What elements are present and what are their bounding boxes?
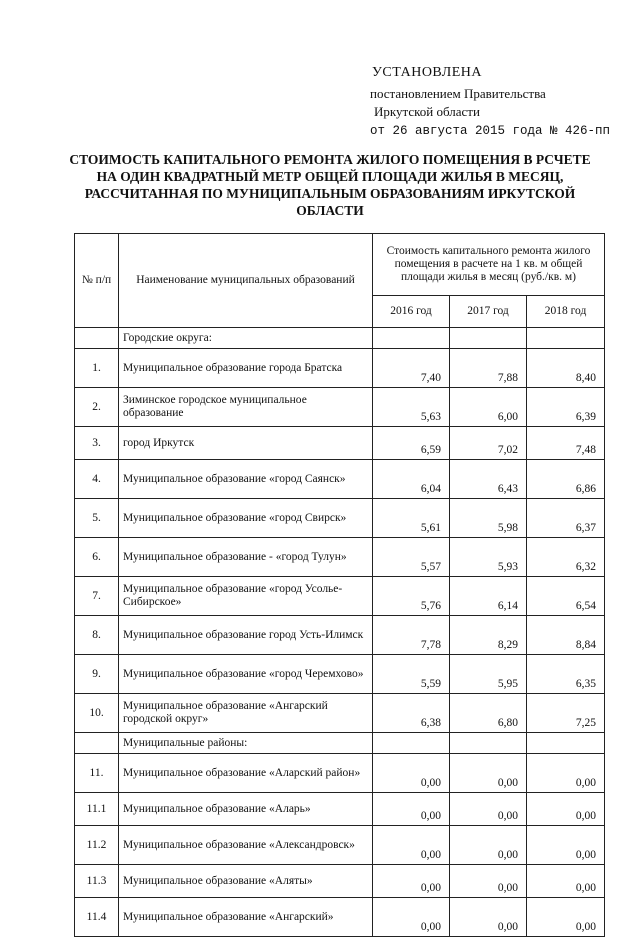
table-row: [75, 427, 605, 460]
value-2016: 5,57: [373, 538, 450, 577]
row-name: Муниципальное образование «город Черемхово»: [119, 655, 373, 694]
row-name: Муниципальное образование «город Усолье-Сибирское»: [119, 577, 373, 616]
row-name: Муниципальное образование - «город Тулун»: [119, 538, 373, 577]
value-2016: 5,63: [373, 388, 450, 427]
value-2017: 6,43: [450, 460, 527, 499]
row-name: Муниципальное образование города Братска: [119, 349, 373, 388]
value-2017: 7,02: [450, 427, 527, 460]
table-row: [75, 754, 605, 793]
row-number: 11.1: [75, 793, 119, 826]
value-2018: 8,40: [527, 349, 605, 388]
row-number: 1.: [75, 349, 119, 388]
row-number: 8.: [75, 616, 119, 655]
table-row: [75, 655, 605, 694]
value-2018: 6,54: [527, 577, 605, 616]
value-2017: 0,00: [450, 793, 527, 826]
value-2017: 7,88: [450, 349, 527, 388]
value-2017: 0,00: [450, 865, 527, 898]
row-name: Муниципальное образование «Александровск»: [119, 826, 373, 865]
value-2018: 6,32: [527, 538, 605, 577]
row-number: 4.: [75, 460, 119, 499]
value-2017: 6,00: [450, 388, 527, 427]
value-2016: 0,00: [373, 826, 450, 865]
table-row: [75, 793, 605, 826]
value-2018: 0,00: [527, 865, 605, 898]
row-name: Муниципальное образование город Усть-Илимск: [119, 616, 373, 655]
row-number: 11.3: [75, 865, 119, 898]
row-number: 10.: [75, 694, 119, 733]
value-2017: 6,80: [450, 694, 527, 733]
value-2017: 0,00: [450, 754, 527, 793]
approval-date: от 26 августа 2015 года № 426-пп: [370, 124, 611, 138]
row-number: 3.: [75, 427, 119, 460]
row-number: 11.2: [75, 826, 119, 865]
section-label: Муниципальные районы:: [119, 733, 373, 754]
value-2016: 6,38: [373, 694, 450, 733]
value-2017: 5,98: [450, 499, 527, 538]
cost-table: [74, 233, 605, 937]
table-row: [75, 388, 605, 427]
row-name: Муниципальное образование «Аляты»: [119, 865, 373, 898]
column-header-cost: Стоимость капитального ремонта жилого помещения в расчете на 1 кв. м общей площади жилья в месяц (руб./кв. м): [373, 234, 605, 296]
row-name: Муниципальное образование «Ангарский городской округ»: [119, 694, 373, 733]
row-number: 5.: [75, 499, 119, 538]
value-2018: 6,35: [527, 655, 605, 694]
table-row: [75, 460, 605, 499]
row-name: Муниципальное образование «Ангарский»: [119, 898, 373, 937]
value-2018: 7,25: [527, 694, 605, 733]
section-row: [75, 733, 605, 754]
value-2016: 7,78: [373, 616, 450, 655]
table-row: [75, 577, 605, 616]
value-2017: 6,14: [450, 577, 527, 616]
section-row: [75, 328, 605, 349]
value-2018: 6,37: [527, 499, 605, 538]
approval-decree: постановлением Правительства: [370, 86, 546, 101]
value-2017: 8,29: [450, 616, 527, 655]
row-number: 9.: [75, 655, 119, 694]
row-name: Зиминское городское муниципальное образование: [119, 388, 373, 427]
value-2016: 6,59: [373, 427, 450, 460]
column-header-2016: 2016 год: [373, 296, 450, 328]
value-2018: 6,86: [527, 460, 605, 499]
row-name: Муниципальное образование «Аларский район»: [119, 754, 373, 793]
column-header-2017: 2017 год: [450, 296, 527, 328]
value-2016: 5,76: [373, 577, 450, 616]
table-row: [75, 898, 605, 937]
approval-status: УСТАНОВЛЕНА: [372, 65, 483, 80]
table-row: [75, 538, 605, 577]
value-2016: 6,04: [373, 460, 450, 499]
value-2018: 7,48: [527, 427, 605, 460]
value-2016: 7,40: [373, 349, 450, 388]
row-number: 11.4: [75, 898, 119, 937]
table-row: [75, 499, 605, 538]
table-row: [75, 616, 605, 655]
row-number: 11.: [75, 754, 119, 793]
value-2016: 5,61: [373, 499, 450, 538]
value-2018: 0,00: [527, 793, 605, 826]
value-2018: 0,00: [527, 826, 605, 865]
approval-header: [370, 64, 610, 140]
row-number: 2.: [75, 388, 119, 427]
column-header-number: № п/п: [75, 234, 119, 328]
table-row: [75, 826, 605, 865]
row-name: Муниципальное образование «Аларь»: [119, 793, 373, 826]
value-2016: 5,59: [373, 655, 450, 694]
row-name: Муниципальное образование «город Саянск»: [119, 460, 373, 499]
approval-authority: Иркутской области: [374, 104, 480, 119]
value-2017: 5,93: [450, 538, 527, 577]
section-label: Городские округа:: [119, 328, 373, 349]
column-header-name: Наименование муниципальных образований: [119, 234, 373, 328]
value-2016: 0,00: [373, 793, 450, 826]
row-name: город Иркутск: [119, 427, 373, 460]
column-header-2018: 2018 год: [527, 296, 605, 328]
value-2018: 0,00: [527, 898, 605, 937]
document-title: СТОИМОСТЬ КАПИТАЛЬНОГО РЕМОНТА ЖИЛОГО ПОМЕЩЕНИЯ В РСЧЕТЕ НА ОДИН КВАДРАТНЫЙ МЕТР ОБЩЕЙ ПЛОЩАДИ ЖИЛЬЯ В МЕСЯЦ, РАССЧИТАННАЯ ПО МУНИЦИПАЛЬНЫМ ОБРАЗОВАНИЯМ ИРКУТСКОЙ ОБЛАСТИ: [69, 152, 591, 218]
value-2018: 0,00: [527, 754, 605, 793]
table-row: [75, 865, 605, 898]
value-2018: 8,84: [527, 616, 605, 655]
table-row: [75, 694, 605, 733]
row-name: Муниципальное образование «город Свирск»: [119, 499, 373, 538]
row-number: 7.: [75, 577, 119, 616]
value-2016: 0,00: [373, 865, 450, 898]
table-row: [75, 349, 605, 388]
value-2016: 0,00: [373, 898, 450, 937]
value-2017: 0,00: [450, 898, 527, 937]
row-number: 6.: [75, 538, 119, 577]
value-2017: 0,00: [450, 826, 527, 865]
value-2017: 5,95: [450, 655, 527, 694]
value-2018: 6,39: [527, 388, 605, 427]
value-2016: 0,00: [373, 754, 450, 793]
